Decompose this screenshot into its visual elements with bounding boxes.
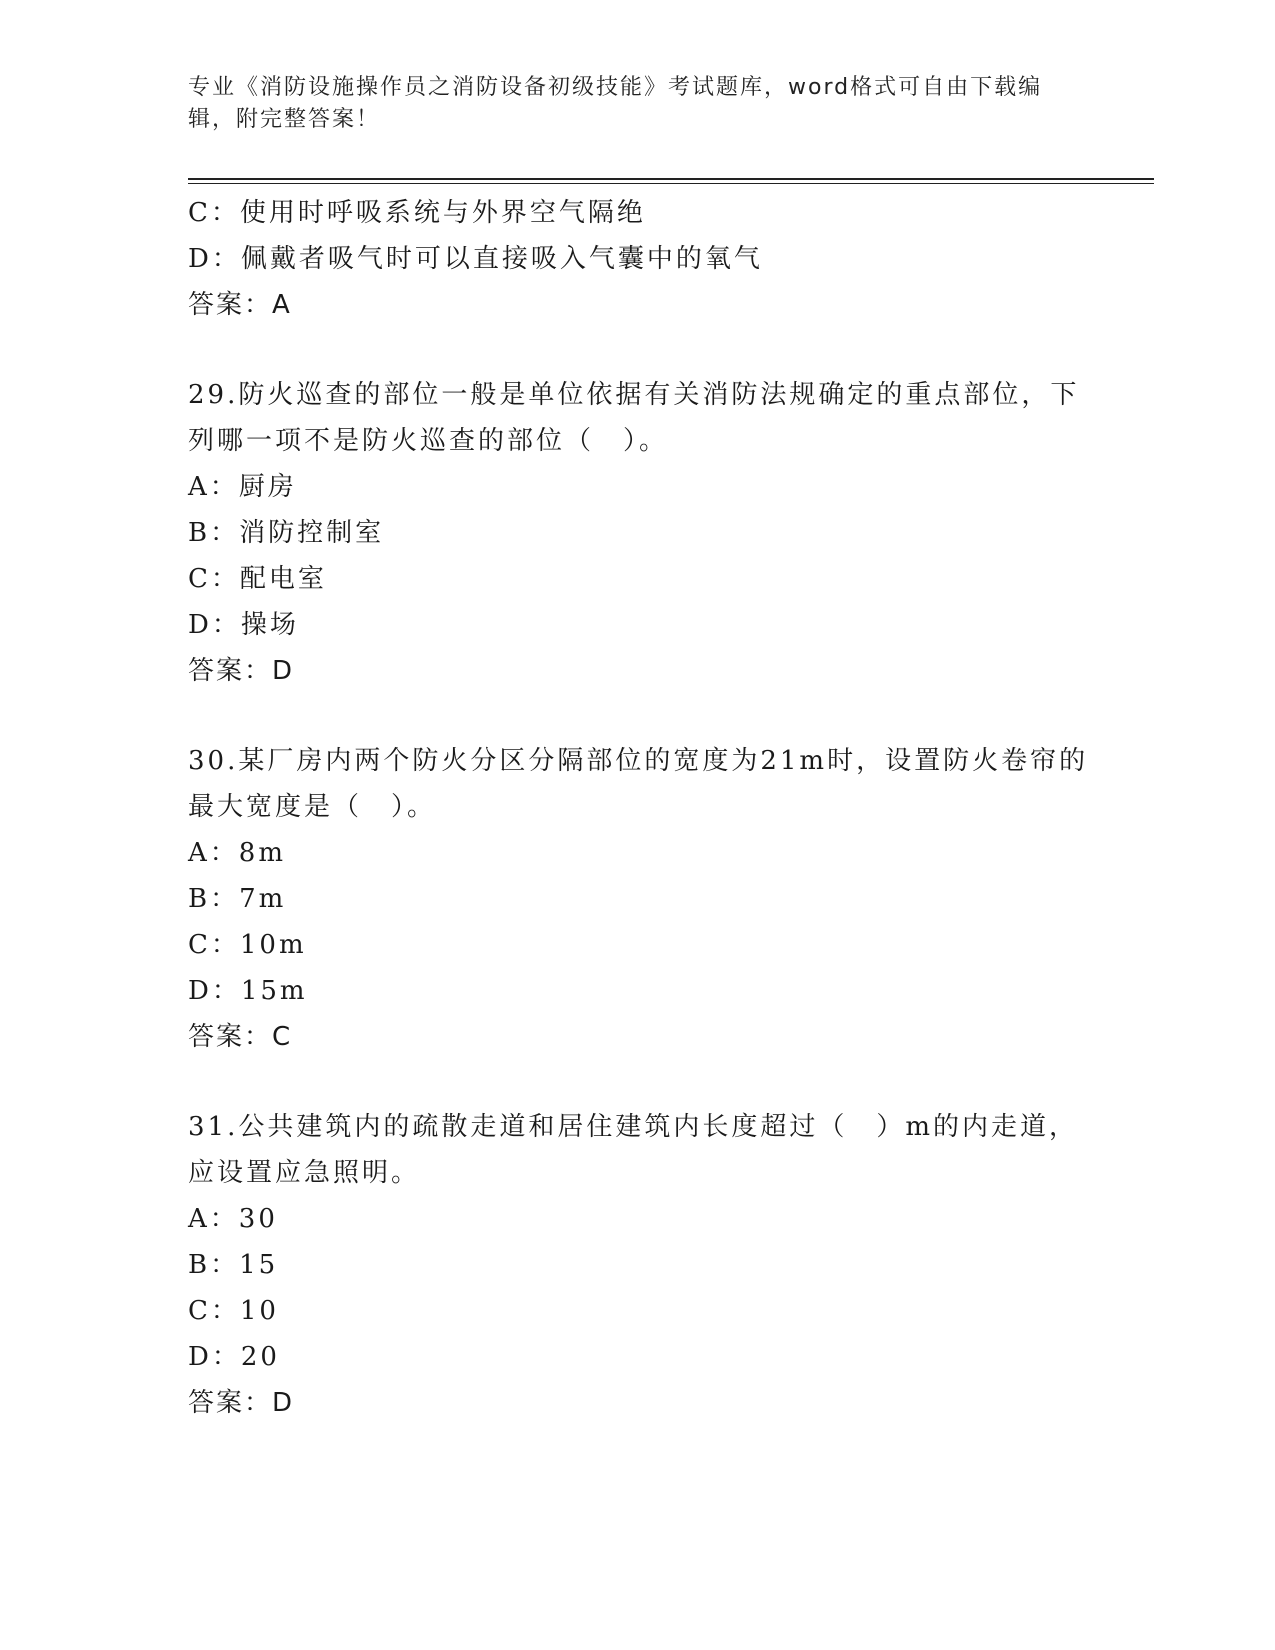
option-c: C：使用时呼吸系统与外界空气隔绝 [188,198,646,228]
option-c: C：配电室 [188,564,327,594]
question-stem-line: 列哪一项不是防火巡查的部位（ ）。 [188,426,669,456]
option-a: A：厨房 [188,472,297,502]
option-d: D：佩戴者吸气时可以直接吸入气囊中的氧气 [188,244,763,274]
option-a: A：30 [188,1204,278,1234]
answer-line: 答案：A [188,290,292,320]
header-line-2: 辑，附完整答案！ [188,107,381,132]
option-b: B：消防控制室 [188,518,385,548]
answer-line: 答案：C [188,1022,293,1052]
question-stem-line: 31.公共建筑内的疏散走道和居住建筑内长度超过（ ）m的内走道， [188,1112,1079,1142]
answer-line: 答案：D [188,656,295,686]
question-29 [188,372,1088,694]
question-stem-line: 29.防火巡查的部位一般是单位依据有关消防法规确定的重点部位，下 [188,380,1080,410]
question-stem-line: 最大宽度是（ ）。 [188,792,437,822]
question-stem-line: 应设置应急照明。 [188,1158,421,1188]
header-rule-thin [188,183,1154,184]
question-31 [188,1104,1088,1426]
option-d: D：20 [188,1342,280,1372]
option-d: D：15m [188,976,308,1006]
question-list [188,190,1088,1426]
answer-line: 答案：D [188,1388,295,1418]
option-b: B：15 [188,1250,279,1280]
option-a: A：8m [188,838,286,868]
question-30 [188,738,1088,1060]
option-b: B：7m [188,884,287,914]
header-line-1: 专业《消防设施操作员之消防设备初级技能》考试题库，word格式可自由下载编 [188,75,1043,100]
document-header [188,72,1068,136]
header-rule-thick [188,178,1154,180]
option-c: C：10 [188,1296,279,1326]
option-d: D：操场 [188,610,299,640]
option-c: C：10m [188,930,307,960]
question-28-remainder [188,190,1088,328]
question-stem-line: 30.某厂房内两个防火分区分隔部位的宽度为21m时，设置防火卷帘的 [188,746,1089,776]
